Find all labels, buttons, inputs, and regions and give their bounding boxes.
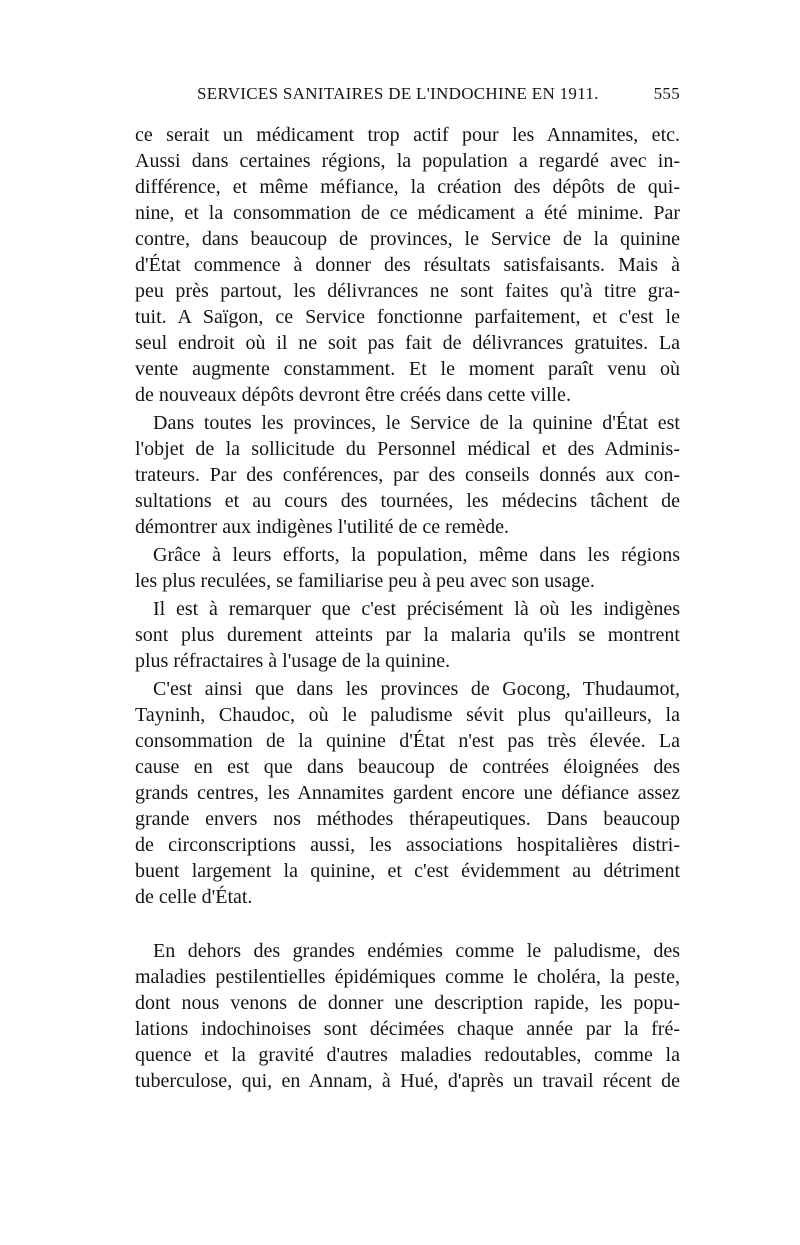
text-line: de nouveaux dépôts devront être créés dans cette ville. [135,384,571,406]
text-line: de celle d'État. [135,886,253,908]
text-line: cause en est que dans beaucoup de contrées éloignées des [135,756,680,778]
text-line: vente augmente constamment. Et le moment paraît venu où [135,358,680,380]
text-line: sont plus durement atteints par la malaria qu'ils se montrent [135,624,680,646]
text-line: grands centres, les Annamites gardent encore une défiance assez [135,782,680,804]
text-line: ce serait un médicament trop actif pour les Annamites, etc. [135,124,680,146]
text-line: sultations et au cours des tournées, les médecins tâchent de [135,490,680,512]
text-line: tuberculose, qui, en Annam, à Hué, d'après un travail récent de [135,1070,680,1092]
text-line: de circonscriptions aussi, les associations hospitalières distri- [135,834,680,856]
text-line: d'État commence à donner des résultats satisfaisants. Mais à [135,254,680,276]
text-line: nine, et la consommation de ce médicament a été minime. Par [135,202,680,224]
text-line: buent largement la quinine, et c'est évidemment au détriment [135,860,680,882]
text-line: dont nous venons de donner une description rapide, les popu- [135,992,680,1014]
text-line: l'objet de la sollicitude du Personnel médical et des Adminis- [135,438,680,460]
text-line: tuit. A Saïgon, ce Service fonctionne parfaitement, et c'est le [135,306,680,328]
text-line: consommation de la quinine d'État n'est pas très élevée. La [135,730,680,752]
text-line: maladies pestilentielles épidémiques comme le choléra, la peste, [135,966,680,988]
text-line: seul endroit où il ne soit pas fait de délivrances gratuites. La [135,332,680,354]
text-line: contre, dans beaucoup de provinces, le Service de la quinine [135,228,680,250]
page-number: 555 [653,84,680,103]
running-title: SERVICES SANITAIRES DE L'INDOCHINE EN 1911. [197,84,599,103]
text-line: quence et la gravité d'autres maladies redoutables, comme la [135,1044,680,1066]
text-line: différence, et même méfiance, la création des dépôts de qui- [135,176,680,198]
text-line: démontrer aux indigènes l'utilité de ce remède. [135,516,510,538]
text-line: Aussi dans certaines régions, la population a regardé avec in- [135,150,680,172]
text-line: grande envers nos méthodes thérapeutiques. Dans beaucoup [135,808,680,830]
text-line: les plus reculées, se familiarise peu à peu avec son usage. [135,570,595,592]
text-line: lations indochinoises sont décimées chaque année par la fré- [135,1018,680,1040]
text-line: Grâce à leurs efforts, la population, même dans les régions [153,544,680,566]
text-line: C'est ainsi que dans les provinces de Gocong, Thudaumot, [153,678,680,700]
text-line: trateurs. Par des conférences, par des conseils donnés aux con- [135,464,680,486]
text-line: Tayninh, Chaudoc, où le paludisme sévit plus qu'ailleurs, la [135,704,680,726]
text-line: plus réfractaires à l'usage de la quinine. [135,650,451,672]
running-header [135,84,680,110]
text-line: En dehors des grandes endémies comme le paludisme, des [153,940,680,962]
text-line: Il est à remarquer que c'est précisément là où les indigènes [153,598,680,620]
text-line: Dans toutes les provinces, le Service de la quinine d'État est [153,412,680,434]
text-line: peu près partout, les délivrances ne sont faites qu'à titre gra- [135,280,680,302]
